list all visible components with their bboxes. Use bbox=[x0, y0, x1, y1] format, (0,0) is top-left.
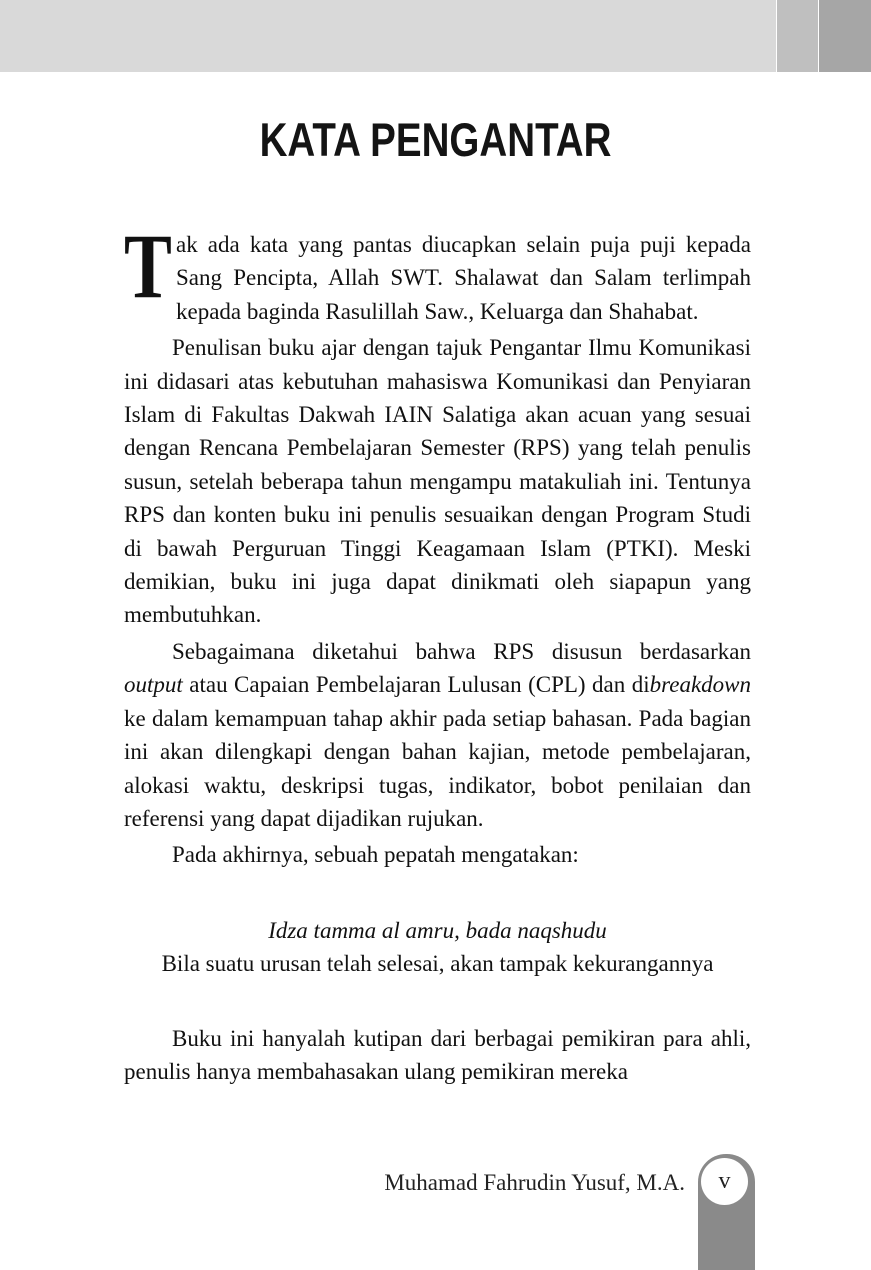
header-band-accent-dark bbox=[819, 0, 871, 72]
page-number-tab bbox=[698, 1154, 755, 1270]
preface-paragraph-5: Buku ini hanyalah kutipan dari berbagai pemikiran para ahli, penulis hanya membahasakan ulang pemikiran mereka bbox=[124, 1025, 751, 1084]
paragraph-text: atau Capaian Pembelajaran Lulusan (CPL) dan di bbox=[182, 672, 650, 698]
header-band-accent-mid bbox=[777, 0, 818, 72]
preface-paragraph-1 bbox=[124, 215, 751, 328]
preface-text bbox=[124, 215, 751, 1091]
footer-author-name: Muhamad Fahrudin Yusuf, M.A. bbox=[384, 1170, 685, 1195]
preface-paragraph-2: Penulisan buku ajar dengan tajuk Pengantar Ilmu Komunikasi ini didasari atas kebutuhan mahasiswa Komunikasi dan Penyiaran Islam di Fakultas Dakwah IAIN Salatiga akan acuan yang sesuai dengan Rencana Pembelajaran Semester (RPS) yang telah penulis susun, setelah beberapa tahun mengampu matakuliah ini. Tentunya RPS dan konten buku ini penulis sesuaikan dengan Program Studi di bawah Perguruan Tinggi Keagamaan Islam (PTKI). Meski demikian, buku ini juga dapat dinikmati oleh siapapun yang membutuhkan. bbox=[124, 335, 751, 628]
page-title: KATA PENGANTAR bbox=[259, 113, 612, 166]
proverb-quote-block bbox=[124, 914, 751, 981]
proverb-translation: Bila suatu urusan telah selesai, akan tampak kekurangannya bbox=[161, 951, 714, 977]
paragraph-text: Sebagaimana diketahui bahwa RPS disusun berdasarkan bbox=[172, 638, 751, 664]
paragraph-text: ak ada kata yang pantas diucapkan selain puja puji kepada Sang Pencipta, Allah SWT. Shalawat dan Salam terlimpah kepada baginda Rasulillah Saw., Keluarga dan Shahabat. bbox=[176, 232, 751, 324]
dropcap-letter: T bbox=[124, 215, 172, 317]
page-number: v bbox=[718, 1168, 731, 1194]
header-band bbox=[0, 0, 776, 72]
italic-term-output: output bbox=[124, 672, 183, 698]
italic-term-breakdown: breakdown bbox=[649, 672, 751, 698]
page-number-badge bbox=[701, 1158, 748, 1205]
preface-paragraph-4: Pada akhirnya, sebuah pepatah mengatakan: bbox=[172, 842, 579, 868]
preface-paragraph-3 bbox=[124, 635, 751, 835]
proverb-text: Idza tamma al amru, bada naqshudu bbox=[268, 917, 607, 943]
paragraph-text: ke dalam kemampuan tahap akhir pada setiap bahasan. Pada bagian ini akan dilengkapi dengan bahan kajian, metode pembelajaran, alokasi waktu, deskripsi tugas, indikator, bobot penilaian dan referensi yang dapat dijadikan rujukan. bbox=[124, 705, 751, 831]
